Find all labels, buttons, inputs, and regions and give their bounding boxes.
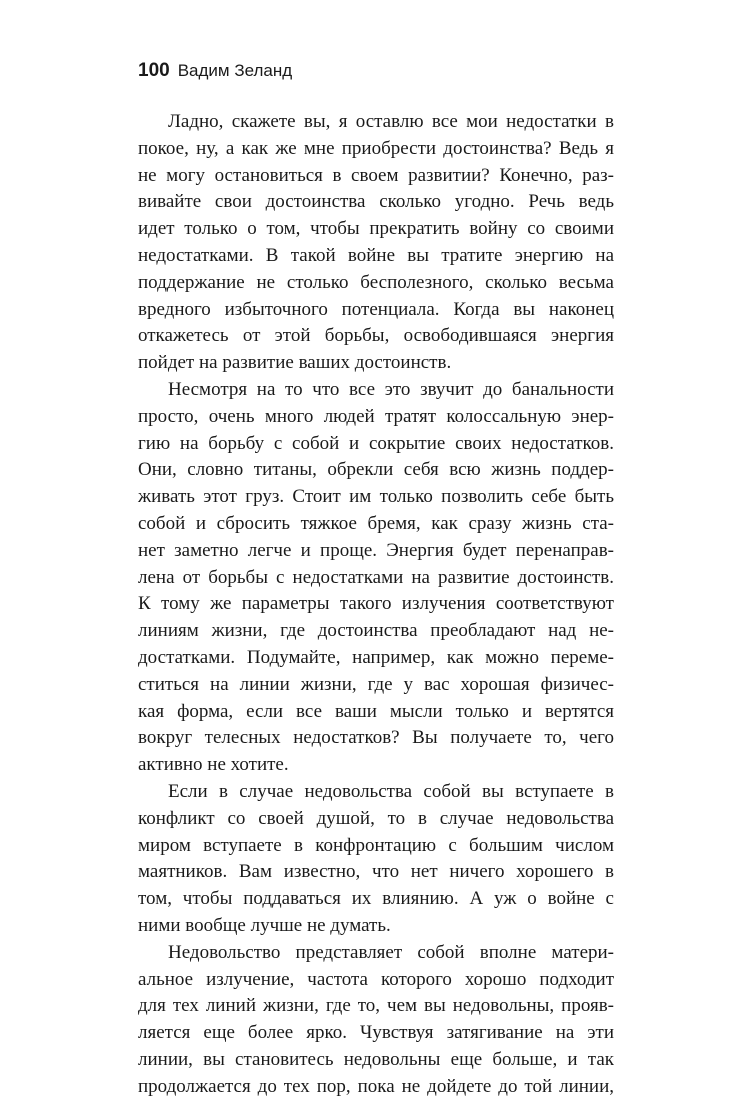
text-line: гию на борьбу с собой и сокрытие своих недостатков. (138, 432, 614, 454)
text-line: откажетесь от этой борьбы, освободившаяся энергия (138, 325, 614, 347)
text-line: вредного избыточного потенциала. Когда вы наконец (138, 298, 614, 320)
text-line: К тому же параметры такого излучения соответствуют (138, 593, 614, 615)
text-line: продолжается до тех пор, пока не дойдете до той линии, (138, 1075, 614, 1097)
text-line: Если в случае недовольства собой вы вступаете в (168, 780, 614, 802)
page-number: 100 (138, 60, 170, 81)
text-line: недостатками. В такой войне вы тратите энергию на (138, 244, 614, 266)
text-line: линии, вы становитесь недовольны еще больше, и так (138, 1048, 614, 1070)
text-line: для тех линий жизни, где то, чем вы недовольны, прояв- (138, 995, 614, 1017)
text-line: лена от борьбы с недостатками на развитие достоинств. (138, 566, 614, 588)
text-line: том, чтобы поддаваться их влиянию. А уж о войне с (138, 888, 614, 910)
text-line: миром вступаете в конфронтацию с большим числом (138, 834, 614, 856)
text-line: собой и сбросить тяжкое бремя, как сразу жизнь ста- (138, 512, 614, 534)
text-line: Недовольство представляет собой вполне матери- (168, 941, 614, 963)
text-line: маятников. Вам известно, что нет ничего хорошего в (138, 861, 614, 883)
text-line: активно не хотите. (138, 754, 289, 776)
text-line: нет заметно легче и проще. Энергия будет перенаправ- (138, 539, 614, 561)
running-header (138, 60, 292, 82)
text-line: живать этот груз. Стоит им только позволить себе быть (138, 486, 614, 508)
text-line: ними вообще лучше не думать. (138, 914, 391, 936)
text-line: не могу остановиться в своем развитии? Конечно, раз- (138, 164, 614, 186)
text-line: поддержание не столько бесполезного, сколько весьма (138, 271, 614, 293)
text-line: достатками. Подумайте, например, как можно переме- (138, 646, 614, 668)
text-line: Они, словно титаны, обрекли себя всю жизнь поддер- (138, 459, 614, 481)
text-line: конфликт со своей душой, то в случае недовольства (138, 807, 614, 829)
text-line: вивайте свои достоинства сколько угодно. Речь ведь (138, 191, 614, 213)
text-line: ляется еще более ярко. Чувствуя затягивание на эти (138, 1022, 614, 1044)
author-name: Вадим Зеланд (177, 61, 293, 80)
text-line: Несмотря на то что все это звучит до банальности (168, 378, 614, 400)
text-line: Ладно, скажете вы, я оставлю все мои недостатки в (168, 111, 614, 132)
text-line: альное излучение, частота которого хорошо подходит (138, 968, 614, 990)
text-line: кая форма, если все ваши мысли только и вертятся (138, 700, 614, 722)
body-text (138, 109, 614, 1100)
text-line: пойдет на развитие ваших достоинств. (138, 352, 452, 374)
text-line: идет только о том, чтобы прекратить войну со своими (138, 218, 614, 240)
text-line: просто, очень много людей тратят колоссальную энер- (138, 405, 614, 427)
text-line: вокруг телесных недостатков? Вы получаете то, чего (138, 727, 614, 749)
text-line: покое, ну, а как же мне приобрести достоинства? Ведь я (138, 137, 614, 159)
text-line: линиям жизни, где достоинства преобладают над не- (138, 620, 614, 642)
text-line: ститься на линии жизни, где у вас хорошая физичес- (138, 673, 614, 695)
